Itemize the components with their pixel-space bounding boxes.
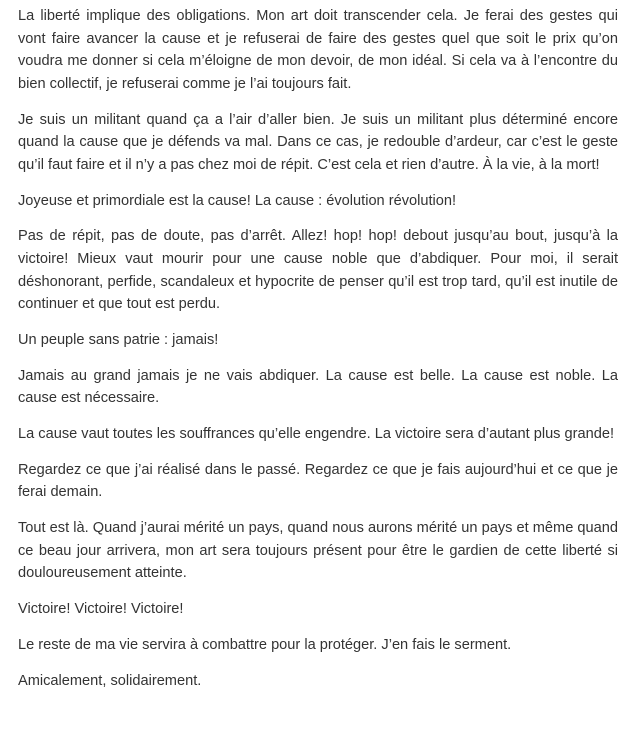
paragraph-joyeuse-cause: Joyeuse et primordiale est la cause! La cause : évolution révolution! xyxy=(18,192,457,209)
paragraph-pas-de-repit: Pas de répit, pas de doute, pas d’arrêt. Allez! hop! hop! debout jusqu’au bout, jusqu’à la victoire! Mieux vaut mourir pour une cause noble que d’abdiquer. Pour moi, il serait déshonorant, perfide, scandaleux et hypocrite de penser qu’il est trop tard, qu’il est inutile de continuer et que tout est perdu. xyxy=(18,228,618,313)
signoff: Amicalement, solidairement. xyxy=(18,672,202,689)
paragraph-liberte-obligations: La liberté implique des obligations. Mon art doit transcender cela. Je ferai des gestes qui vont faire avancer la cause et je refuserai de faire des gestes quel que soit le prix qu’on voudra me donner si cela m’éloigne de mon devoir, de mon idéal. Si cela va à l’encontre du bien collectif, je refuserai comme je l’ai toujours fait. xyxy=(18,8,618,92)
paragraph-serment: Le reste de ma vie servira à combattre pour la protéger. J’en fais le serment. xyxy=(18,636,512,653)
paragraph-regardez: Regardez ce que j’ai réalisé dans le passé. Regardez ce que je fais aujourd’hui et ce que je ferai demain. xyxy=(18,461,618,501)
paragraph-victoire: Victoire! Victoire! Victoire! xyxy=(18,601,184,618)
paragraph-peuple-sans-patrie: Un peuple sans patrie : jamais! xyxy=(18,331,219,348)
paragraph-militant: Je suis un militant quand ça a l’air d’aller bien. Je suis un militant plus déterminé encore quand la cause que je défends va mal. Dans ce cas, je redouble d’ardeur, car c’est le geste qu’il faut faire et il n’y a pas chez moi de répit. C’est cela et rien d’autre. À la vie, à la mort! xyxy=(18,111,618,173)
article-body xyxy=(18,5,618,706)
paragraph-tout-est-la: Tout est là. Quand j’aurai mérité un pays, quand nous aurons mérité un pays et même quand ce beau jour arrivera, mon art sera toujours présent pour être le gardien de cette liberté si douloureusement atteinte. xyxy=(18,520,618,582)
paragraph-souffrances: La cause vaut toutes les souffrances qu’elle engendre. La victoire sera d’autant plus grande! xyxy=(18,426,615,443)
paragraph-jamais-abdiquer: Jamais au grand jamais je ne vais abdiquer. La cause est belle. La cause est noble. La cause est nécessaire. xyxy=(18,367,618,407)
